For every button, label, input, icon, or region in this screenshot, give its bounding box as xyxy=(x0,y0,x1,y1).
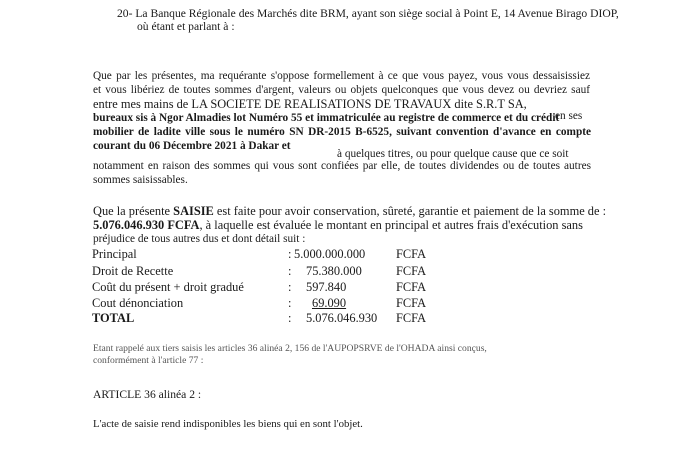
paragraph-2-rest: est faite pour avoir conservation, sûreté, garantie et paiement de la somme de : xyxy=(213,204,607,218)
article-text: L'acte de saisie rend indisponibles les biens qui en sont l'objet. xyxy=(93,418,363,430)
paragraph-1-line-6: courant du 06 Décembre 2021 à Dakar et xyxy=(93,140,291,152)
total-amount-bold: 5.076.046.930 FCFA xyxy=(93,218,200,232)
row-colon: : xyxy=(288,280,292,294)
saisie-keyword: SAISIE xyxy=(173,204,214,218)
row-label: Coût du présent + droit gradué xyxy=(92,280,244,294)
paragraph-2-line-2 xyxy=(93,219,583,232)
row-currency: FCFA xyxy=(396,296,427,310)
paragraph-1-line-4: bureaux sis à Ngor Almadies lot Numéro 55 et immatriculée au registre de commerce et du crédit xyxy=(93,112,560,124)
paragraph-1-line-2: et vous libériez de toutes sommes d'argent, valeurs ou objets quelconques que vous devez ou devriez sauf xyxy=(93,84,590,96)
row-currency: FCFA xyxy=(396,311,427,325)
row-colon: : xyxy=(288,311,292,325)
row-currency: FCFA xyxy=(396,264,427,278)
paragraph-2-line-1 xyxy=(93,205,606,218)
article-heading: ARTICLE 36 alinéa 2 : xyxy=(93,388,202,401)
paragraph-2-line-3: préjudice de tous autres dus et dont détail suit : xyxy=(93,233,306,245)
row-amount: 5.076.046.930 xyxy=(306,311,378,325)
row-label: Droit de Recette xyxy=(92,264,174,278)
paragraph-1-line-6-tail: à quelques titres, ou pour quelque cause que ce soit xyxy=(337,148,569,160)
row-currency: FCFA xyxy=(396,247,427,261)
row-label: Cout dénonciation xyxy=(92,296,184,310)
paragraph-1-line-3-tail: en ses xyxy=(555,110,583,122)
row-amount: 75.380.000 xyxy=(306,264,362,278)
paragraph-3-line-1: Etant rappelé aux tiers saisis les articles 36 alinéa 2, 156 de l'AUPOPSRVE de l'OHADA ainsi conçus, xyxy=(93,343,487,354)
item-20-line-2: où étant et parlant à : xyxy=(137,20,235,33)
row-colon: : xyxy=(288,264,292,278)
row-colon: : xyxy=(288,296,292,310)
row-label: Principal xyxy=(92,247,137,261)
paragraph-1-line-7: notamment en raison des sommes qui vous sont confiées par elle, de toutes dividendes ou de toutes autres xyxy=(93,160,591,172)
row-amount: 5.000.000.000 xyxy=(294,247,366,261)
paragraph-3-line-2: conformément à l'article 77 : xyxy=(93,355,204,366)
row-colon: : xyxy=(288,247,292,261)
paragraph-1-line-8: sommes saisissables. xyxy=(93,174,188,186)
paragraph-1-line-5: mobilier de ladite ville sous le numéro SN DR-2015 B-6525, suivant convention d'avance en compte xyxy=(93,126,591,138)
paragraph-1-line-1: Que par les présentes, ma requérante s'oppose formellement à ce que vous payez, vous vous dessaisissiez xyxy=(93,70,590,82)
row-currency: FCFA xyxy=(396,280,427,294)
row-amount: 69.090 xyxy=(312,296,347,310)
paragraph-2-line-2-rest: , à laquelle est évaluée le montant en principal et autres frais d'exécution sans xyxy=(199,218,583,232)
row-amount: 597.840 xyxy=(306,280,347,294)
item-20-line-1: 20- La Banque Régionale des Marchés dite BRM, ayant son siège social à Point E, 14 Avenue Birago DIOP, xyxy=(117,7,619,20)
row-label: TOTAL xyxy=(92,311,135,325)
paragraph-2-intro: Que la présente xyxy=(93,204,174,218)
paragraph-1-line-3: entre mes mains de LA SOCIETE DE REALISATIONS DE TRAVAUX dite S.R.T SA, xyxy=(93,97,527,111)
